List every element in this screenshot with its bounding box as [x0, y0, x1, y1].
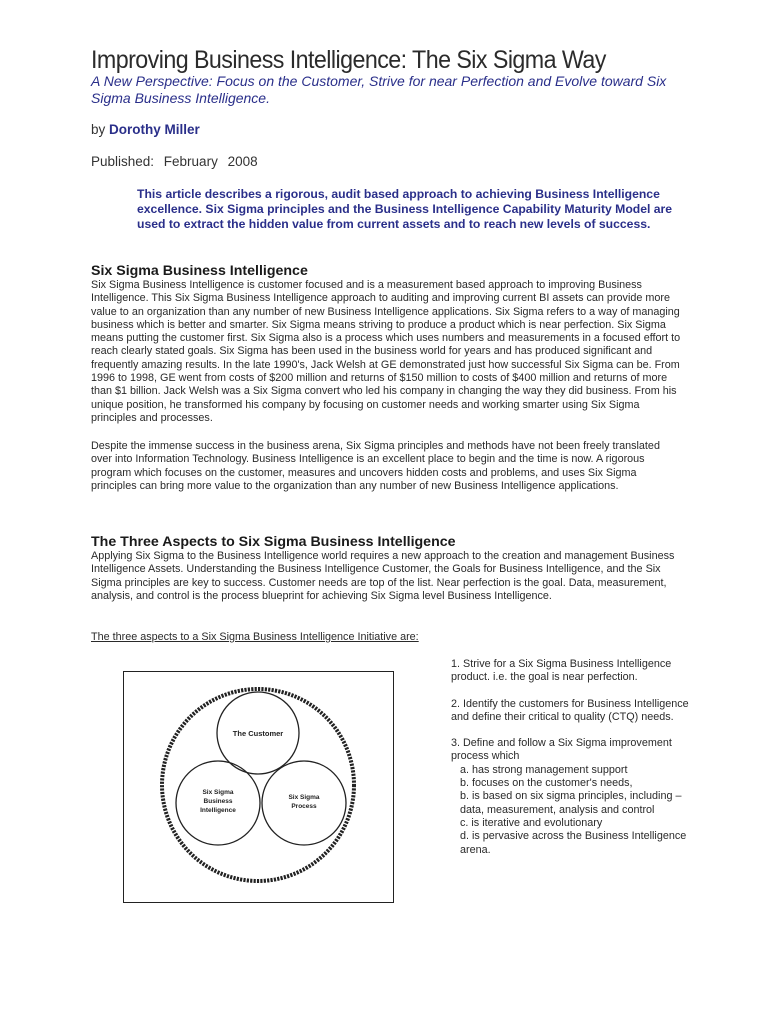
- section2-paragraph-1: Applying Six Sigma to the Business Intelligence world requires a new approach to the creation and management Business Intelligence Assets. Understanding the Business Intelligence Customer, the Goals for Business Intelligence, and the Six Sigma principles are key to success. Customer needs are top of the list. Near perfection is the goal. Data, measurement, analysis, and control is the process blueprint for achieving Six Sigma level Business Intelligence.: [91, 550, 675, 602]
- list-item-3-text: 3. Define and follow a Six Sigma improvement process which: [451, 737, 672, 763]
- article-subtitle: A New Perspective: Focus on the Customer, Strive for near Perfection and Evolve toward Six Sigma Business Intelligence.: [91, 73, 667, 106]
- abstract: This article describes a rigorous, audit based approach to achieving Business Intelligence excellence. Six Sigma principles and the Business Intelligence Capability Maturity Model are used to extract the hidden value from current assets and to reach new levels of success.: [137, 187, 673, 231]
- list-subitem-c: b. is based on six sigma principles, including – data, measurement, analysis and control: [460, 790, 682, 816]
- article-title: Improving Business Intelligence: The Six Sigma Way: [91, 46, 606, 74]
- list-item-3: [451, 737, 691, 857]
- author-name: Dorothy Miller: [109, 122, 200, 137]
- aspects-list: [451, 658, 691, 857]
- label-customer: The Customer: [232, 729, 284, 738]
- label-process-line1: Six Sigma: [288, 794, 320, 801]
- list-item-1: 1. Strive for a Six Sigma Business Intelligence product. i.e. the goal is near perfection.: [451, 658, 672, 684]
- section1-paragraph-1: Six Sigma Business Intelligence is customer focused and is a measurement based approach to improving Business Intelligence. This Six Sigma Business Intelligence approach to auditing and improving current BI assets can provide more value to an organization than any number of new Business Intelligence applications. Six Sigma refers to a way of managing business which is better and smarter. Six Sigma means striving to produce a product which is near perfection. Six Sigma means putting the customer first. Six Sigma also is a process which uses numbers and measurements in a focused effort to reach clearly stated goals. Six Sigma has been used in the business world for years and has produced significant and frequently amazing results. In the late 1990's, Jack Welsh at GE demonstrated just how successful Six Sigma can be. From 1996 to 1998, GE went from costs of $200 million and returns of $150 million to costs of $400 million and returns of more than $1 billion. Jack Welsh was a Six Sigma convert who led his company in changing the way they did business. From his unique position, he transformed his company by focusing on customer needs and working smarter using Six Sigma principles and processes.: [91, 279, 681, 424]
- label-bi-line3: Intelligence: [200, 807, 236, 814]
- label-bi-line1: Six Sigma: [202, 789, 234, 796]
- published-date: Published: February 2008: [91, 154, 258, 169]
- list-item-2: 2. Identify the customers for Business Intelligence and define their critical to quality (CTQ) needs.: [451, 697, 689, 723]
- list-subitem-b: b. focuses on the customer's needs,: [460, 777, 633, 790]
- byline: [91, 122, 200, 137]
- label-process-line2: Process: [291, 803, 317, 810]
- section-heading-three-aspects: The Three Aspects to Six Sigma Business Intelligence: [91, 534, 456, 550]
- list-subitem-d: c. is iterative and evolutionary: [460, 816, 603, 829]
- venn-diagram: [124, 672, 393, 902]
- venn-diagram-frame: [123, 671, 394, 903]
- label-bi-line2: Business: [203, 798, 233, 805]
- byline-prefix: by: [91, 122, 106, 137]
- section1-paragraph-2: Despite the immense success in the business arena, Six Sigma principles and methods have not been freely translated over into Information Technology. Business Intelligence is an excellent place to begin and the time is now. A rigorous program which focuses on the customer, measures and uncovers hidden costs and problems, and uses Six Sigma principles can bring more value to the organization than any number of new Business Intelligence applications.: [91, 440, 660, 492]
- section-heading-six-sigma-bi: Six Sigma Business Intelligence: [91, 263, 308, 279]
- aspects-intro: The three aspects to a Six Sigma Business Intelligence Initiative are:: [91, 631, 419, 643]
- list-subitem-a: a. has strong management support: [460, 763, 628, 776]
- list-subitem-e: d. is pervasive across the Business Intelligence arena.: [460, 830, 687, 856]
